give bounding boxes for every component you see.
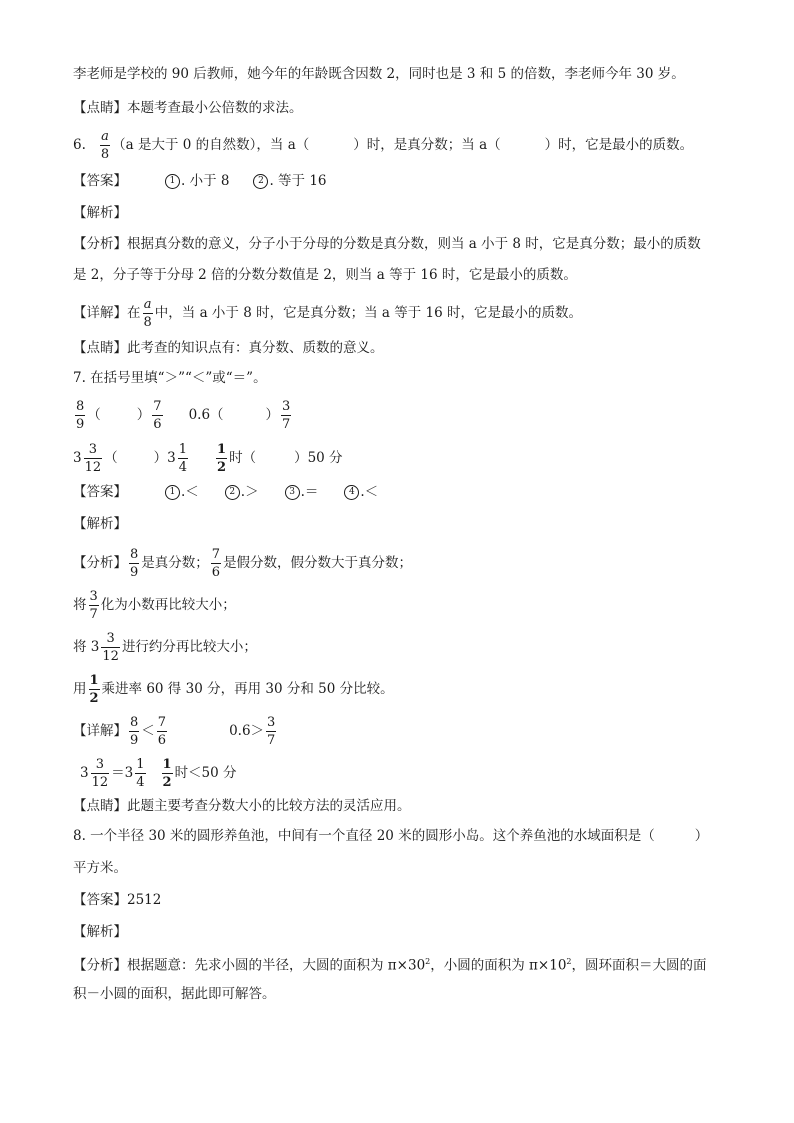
whole-number: 3 bbox=[124, 765, 134, 781]
fraction bbox=[84, 443, 103, 474]
fraction-numerator: 7 bbox=[157, 715, 167, 730]
fenxi-tag: 【分析】 bbox=[73, 555, 127, 571]
fraction-denominator: 12 bbox=[102, 649, 119, 664]
dianjing-6: 【点睛】此考查的知识点有：真分数、质数的意义。 bbox=[73, 340, 384, 356]
fenxi-text: 【分析】根据题意：先求小圆的半径，大圆的面积为 π×30 bbox=[73, 957, 426, 974]
fraction-denominator: 12 bbox=[91, 775, 109, 790]
paren-close: ） bbox=[294, 450, 308, 466]
fraction bbox=[91, 758, 110, 789]
fenxi-text: ，圆环面积＝大圆的面 bbox=[571, 957, 707, 974]
fraction-numerator: 3 bbox=[95, 757, 104, 772]
fraction-denominator: 9 bbox=[130, 565, 139, 580]
fenxi-8-line1 bbox=[73, 952, 707, 976]
answer-6 bbox=[73, 171, 327, 191]
fenxi-8-line2: 积－小圆的面积，据此即可解答。 bbox=[73, 986, 276, 1002]
fraction-denominator: 9 bbox=[130, 733, 139, 748]
jiexi-6: 【解析】 bbox=[73, 205, 127, 221]
question-7-row1 bbox=[73, 400, 293, 431]
fenxi-6-line1: 【分析】根据真分数的意义，分子小于分母的分数是真分数，则当 a 小于 8 时，它是真分数；最小的质数 bbox=[73, 236, 701, 252]
fenxi-text: 将 3 bbox=[73, 639, 100, 655]
circled-number: 1 bbox=[165, 485, 180, 500]
question-7-title: 7. 在括号里填“＞”“＜”或“＝”。 bbox=[73, 370, 267, 386]
fraction-a-over-8 bbox=[143, 298, 153, 329]
fraction-numerator: 1 bbox=[217, 442, 227, 457]
fenxi-text: 是假分数，假分数大于真分数； bbox=[223, 555, 413, 571]
fenxi-text: ，小圆的面积为 π×10 bbox=[430, 957, 567, 974]
decimal: 0.6（ bbox=[188, 407, 224, 423]
fraction-numerator: 3 bbox=[282, 399, 291, 414]
fenxi-text: 进行约分再比较大小； bbox=[121, 639, 257, 655]
fraction bbox=[178, 443, 188, 474]
fenxi-text: 是真分数； bbox=[141, 555, 209, 571]
fraction bbox=[135, 758, 145, 789]
circled-number: 2 bbox=[225, 485, 240, 500]
fraction bbox=[152, 400, 162, 431]
xiangjie-tag: 【详解】 bbox=[73, 723, 127, 739]
paren-open: （ bbox=[87, 407, 101, 423]
xiangjie-text: 中，当 a 小于 8 时，它是真分数；当 a 等于 16 时，它是最小的质数。 bbox=[154, 305, 582, 321]
paragraph-age: 李老师是学校的 90 后教师，她今年的年龄既含因数 2，同时也是 3 和 5 的倍数，李老师今年 30 岁。 bbox=[73, 66, 685, 82]
fraction-numerator: a bbox=[101, 129, 109, 144]
fraction-numerator: 7 bbox=[211, 547, 221, 562]
xiangjie-7-line1 bbox=[73, 716, 278, 747]
fenxi-7-line4 bbox=[73, 674, 394, 705]
fraction-numerator: 7 bbox=[153, 399, 162, 414]
fenxi-text: 乘进率 60 得 30 分，再用 30 分和 50 分比较。 bbox=[101, 681, 394, 697]
fraction-numerator: 1 bbox=[89, 673, 99, 688]
fraction bbox=[89, 590, 99, 621]
superscript: 2 bbox=[425, 957, 431, 966]
answer-tag: 【答案】 bbox=[73, 173, 127, 189]
fraction bbox=[89, 674, 100, 705]
circled-number: 3 bbox=[285, 485, 300, 500]
fraction-denominator: 6 bbox=[157, 733, 167, 748]
paren-close: ） bbox=[153, 450, 168, 466]
question-text: （a 是大于 0 的自然数），当 a（ bbox=[112, 137, 310, 153]
fenxi-7-line1 bbox=[73, 548, 412, 579]
paren-close: ） bbox=[265, 407, 280, 423]
fraction-denominator: 7 bbox=[267, 733, 276, 748]
xiangjie-7-line2 bbox=[80, 758, 237, 789]
jiexi-8: 【解析】 bbox=[73, 924, 127, 940]
answer-item: .＜ bbox=[181, 484, 199, 500]
answer-item: .＜ bbox=[360, 484, 379, 500]
fraction bbox=[157, 716, 167, 747]
fraction-denominator: 2 bbox=[162, 775, 172, 790]
fraction-numerator: 8 bbox=[76, 399, 85, 414]
fenxi-text: 化为小数再比较大小； bbox=[100, 597, 236, 613]
fenxi-7-line3 bbox=[73, 632, 257, 663]
fraction bbox=[162, 758, 173, 789]
fraction bbox=[281, 400, 291, 431]
fraction bbox=[216, 443, 227, 474]
question-number: 6. bbox=[73, 137, 86, 153]
paren-close: ） bbox=[136, 407, 151, 423]
fenxi-text: 将 bbox=[73, 597, 87, 613]
fraction bbox=[129, 548, 139, 579]
paren-open: （ bbox=[104, 450, 118, 466]
superscript: 2 bbox=[566, 957, 572, 966]
answer-tag: 【答案】 bbox=[73, 484, 127, 500]
circled-number: 2 bbox=[253, 174, 268, 189]
answer-7 bbox=[73, 482, 378, 502]
dianjing-5: 【点睛】本题考查最小公倍数的求法。 bbox=[73, 100, 303, 116]
fraction-denominator: 2 bbox=[217, 460, 227, 475]
whole-number: 3 bbox=[167, 450, 176, 466]
fraction-denominator: 4 bbox=[136, 775, 145, 790]
whole-number: 3 bbox=[80, 765, 89, 781]
answer-item: .＝ bbox=[300, 484, 319, 500]
xiangjie-tag: 【详解】在 bbox=[73, 305, 141, 321]
xiangjie-text: 时＜50 分 bbox=[174, 765, 237, 781]
fraction-denominator: 9 bbox=[76, 417, 85, 432]
fraction-denominator: 4 bbox=[178, 460, 188, 475]
fraction-denominator: 7 bbox=[89, 607, 98, 622]
question-8-line1 bbox=[73, 826, 708, 846]
fraction-denominator: 12 bbox=[84, 460, 102, 475]
fraction-numerator: 8 bbox=[130, 715, 139, 730]
fraction-numerator: 1 bbox=[178, 442, 188, 457]
operator: ＜ bbox=[141, 723, 155, 739]
whole-number: 3 bbox=[73, 450, 82, 466]
minute-text: 50 分 bbox=[307, 450, 343, 466]
fraction-numerator: 3 bbox=[267, 715, 276, 730]
fraction-denominator: 2 bbox=[89, 691, 99, 706]
fraction-numerator: 3 bbox=[88, 442, 97, 457]
answer-8: 【答案】2512 bbox=[73, 892, 162, 908]
xiangjie-6 bbox=[73, 298, 582, 329]
fraction bbox=[266, 716, 276, 747]
circled-number: 1 bbox=[165, 174, 180, 189]
fraction-numerator: 1 bbox=[136, 757, 145, 772]
operator: ＝ bbox=[111, 765, 125, 781]
fraction bbox=[211, 548, 221, 579]
fraction-numerator: 1 bbox=[162, 757, 172, 772]
question-text: ）时，它是最小的质数。 bbox=[544, 137, 694, 153]
answer-item: . 等于 16 bbox=[269, 173, 327, 189]
question-8-line2: 平方米。 bbox=[73, 860, 127, 876]
fenxi-6-line2: 是 2，分子等于分母 2 倍的分数分数值是 2，则当 a 等于 16 时，它是最小的质数。 bbox=[73, 267, 577, 283]
fraction-numerator: 3 bbox=[89, 589, 98, 604]
fraction-numerator: 3 bbox=[106, 631, 115, 646]
fraction bbox=[129, 716, 139, 747]
fraction-denominator: 6 bbox=[211, 565, 221, 580]
fraction-denominator: 6 bbox=[153, 417, 162, 432]
fraction-numerator: a bbox=[143, 297, 152, 312]
fraction-denominator: 7 bbox=[282, 417, 291, 432]
question-text: 8. 一个半径 30 米的圆形养鱼池，中间有一个直径 20 米的圆形小岛。这个养鱼池的水域面积是（ bbox=[73, 828, 655, 844]
fraction-denominator: 8 bbox=[100, 147, 110, 162]
fraction-denominator: 8 bbox=[143, 315, 152, 330]
decimal: 0.6 bbox=[229, 723, 251, 739]
fenxi-7-line2 bbox=[73, 590, 236, 621]
jiexi-7: 【解析】 bbox=[73, 516, 127, 532]
hour-text: 时（ bbox=[229, 450, 257, 466]
answer-item: . 小于 8 bbox=[181, 173, 230, 189]
question-7-row2 bbox=[73, 443, 343, 474]
circled-number: 4 bbox=[344, 485, 359, 500]
fraction-numerator: 8 bbox=[130, 547, 139, 562]
paren-close: ） bbox=[694, 828, 709, 844]
dianjing-7: 【点睛】此题主要考查分数大小的比较方法的灵活应用。 bbox=[73, 798, 411, 814]
fraction-a-over-8 bbox=[100, 130, 110, 161]
question-text: ）时，是真分数；当 a（ bbox=[353, 137, 501, 153]
fenxi-text: 用 bbox=[73, 681, 87, 697]
fraction bbox=[75, 400, 85, 431]
operator: ＞ bbox=[250, 723, 265, 739]
fraction bbox=[101, 632, 120, 663]
question-6 bbox=[73, 130, 693, 161]
answer-item: .＞ bbox=[240, 484, 259, 500]
